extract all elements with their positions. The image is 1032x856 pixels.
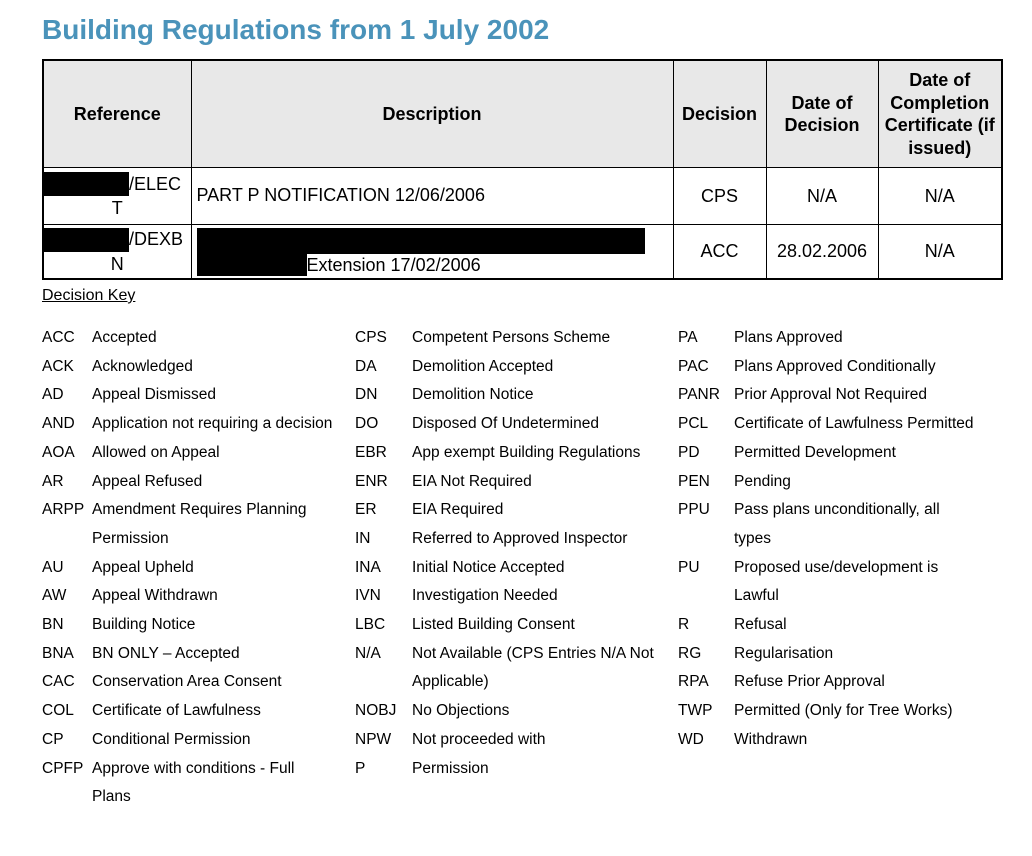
decision-key-label-line: Plans [92, 788, 131, 806]
decision-key-entry [42, 582, 355, 611]
decision-key-label [412, 410, 599, 439]
decision-key-heading: Decision Key [42, 287, 136, 304]
decision-key-entry [678, 554, 1018, 611]
decision-key-entry [678, 697, 1018, 726]
decision-key-label [412, 381, 533, 410]
redaction-box [44, 228, 129, 252]
decision-key-code: AU [42, 558, 64, 576]
decision-key-code: AR [42, 472, 64, 490]
decision-key-label [92, 468, 202, 497]
decision-key-entry [678, 668, 1018, 697]
decision-key-label [92, 353, 193, 382]
decision-key-label [412, 439, 640, 468]
decision-key-label-line: Proposed use/development is [734, 558, 939, 576]
decision-key-label [92, 410, 332, 439]
decision-key-label [734, 640, 833, 669]
decision-key-code: ACC [42, 329, 75, 346]
decision-key-label [412, 525, 627, 554]
decision-key-label-line: Demolition Notice [412, 386, 534, 404]
decision-key-label-line: Approve with conditions - Full [92, 759, 295, 777]
decision-key-label [92, 582, 218, 611]
description-line-2 [197, 254, 671, 276]
decision-key-entry [678, 640, 1018, 669]
decision-key-code: RG [678, 644, 702, 662]
decision-key-entry [678, 324, 1018, 353]
decision-key-label [412, 468, 532, 497]
decision-key-label [92, 496, 307, 553]
decision-key-entry [42, 496, 355, 553]
decision-key-entry [42, 755, 355, 812]
decision-key-columns [42, 324, 1032, 812]
decision-key-label [412, 582, 558, 611]
decision-key-label [92, 697, 261, 726]
decision-key-code: WD [678, 730, 704, 748]
decision-key-label [412, 554, 565, 583]
decision-key-label-line: Regularisation [734, 644, 834, 662]
decision-key-entry [355, 640, 678, 697]
description-cell [191, 168, 673, 225]
decision-key-label-line: Not proceeded with [412, 730, 546, 748]
decision-key-code: EBR [355, 443, 387, 461]
decision-key-code: COL [42, 702, 74, 720]
decision-key-label-line: Refusal [734, 616, 787, 634]
decision-key-label-line: Acknowledged [92, 357, 193, 375]
decision-key-entry [355, 410, 678, 439]
decision-key-code: CAC [42, 673, 75, 691]
decision-key-label-line: App exempt Building Regulations [412, 443, 641, 461]
decision-key-label-line: Allowed on Appeal [92, 443, 220, 461]
decision-key-entry [355, 611, 678, 640]
decision-key-entry [355, 525, 678, 554]
decision-key-label [734, 410, 974, 439]
decision-key-label-line: Not Available (CPS Entries N/A Not [412, 644, 654, 662]
decision-key-label [734, 381, 927, 410]
decision-key-label-line: Permitted (Only for Tree Works) [734, 702, 953, 720]
decision-key-label-line: Competent Persons Scheme [412, 329, 611, 346]
decision-key-code: BNA [42, 644, 74, 662]
decision-key-label [734, 496, 940, 553]
reference-line-2: T [111, 198, 123, 218]
decision-key-label-line: Permission [412, 759, 489, 777]
table-row [43, 168, 1002, 225]
decision-key-code: N/A [355, 644, 381, 662]
decision-key-label-line: EIA Required [412, 501, 504, 519]
decision-key-code: PD [678, 443, 700, 461]
decision-key-label-line: Certificate of Lawfulness [92, 702, 261, 720]
decision-key-label [734, 554, 938, 611]
decision-key-code: IVN [355, 587, 381, 605]
decision-key-label-line: Listed Building Consent [412, 616, 575, 634]
decision-key-label-line: Disposed Of Undetermined [412, 415, 599, 433]
decision-key-code: ARPP [42, 501, 85, 519]
decision-key-entry [355, 353, 678, 382]
decision-key-label [92, 726, 251, 755]
page-title: Building Regulations from 1 July 2002 [42, 14, 550, 45]
decision-key-code: CP [42, 730, 64, 748]
decision-key-entry [678, 468, 1018, 497]
decision-key-code: PCL [678, 415, 709, 433]
decision-key-label-line: Permitted Development [734, 443, 896, 461]
decision-key-label [412, 496, 503, 525]
decision-key-label-line: Appeal Refused [92, 472, 203, 490]
decision-key-label [734, 726, 807, 755]
decision-key-label [734, 353, 936, 382]
decision-key-code: DO [355, 415, 379, 433]
reference-suffix: /ELEC [129, 173, 182, 194]
decision-key-label-line: Plans Approved Conditionally [734, 357, 936, 375]
date-of-decision-cell: 28.02.2006 [766, 225, 878, 280]
decision-key-code: LBC [355, 616, 386, 634]
reference-cell [43, 168, 191, 225]
decision-key-code: CPFP [42, 759, 84, 777]
decision-key-entry [42, 554, 355, 583]
decision-key-label-line: Appeal Dismissed [92, 386, 217, 404]
reference-line-2: N [110, 253, 124, 274]
decision-cell: ACC [673, 225, 766, 280]
decision-key-column [42, 324, 355, 812]
decision-key-label-line: Pass plans unconditionally, all [734, 501, 940, 519]
decision-key-label [92, 611, 195, 640]
decision-key-label-line: Investigation Needed [412, 587, 558, 605]
decision-key-entry [678, 381, 1018, 410]
decision-key-entry [678, 726, 1018, 755]
decision-key-label-line: Prior Approval Not Required [734, 386, 927, 404]
decision-key-code: PAC [678, 357, 709, 375]
decision-key-code: RPA [678, 673, 709, 691]
decision-key-entry [42, 353, 355, 382]
decision-key-entry [355, 468, 678, 497]
decision-key-entry [42, 439, 355, 468]
decision-key-code: AOA [42, 443, 75, 461]
decision-key-code: PPU [678, 501, 710, 519]
decision-key-code: TWP [678, 702, 713, 720]
description-text: Extension 17/02/2006 [306, 255, 481, 275]
decision-key-label-line: Appeal Withdrawn [92, 587, 218, 605]
redaction-box [197, 254, 307, 276]
decision-key-label-line: Conditional Permission [92, 730, 251, 748]
decision-key-label [412, 324, 610, 353]
decision-key-label-line: Appeal Upheld [92, 558, 194, 576]
decision-key-entry [42, 611, 355, 640]
header-date-of-decision: Date of Decision [766, 60, 878, 168]
decision-key-label [734, 468, 791, 497]
decision-key-label-line: Refuse Prior Approval [734, 673, 885, 691]
decision-key-label [92, 324, 157, 353]
decision-key-code: AND [42, 415, 75, 433]
decision-key-code: ER [355, 501, 377, 519]
decision-key-label-line: Certificate of Lawfulness Permitted [734, 415, 974, 433]
description-text: PART P NOTIFICATION 12/06/2006 [196, 185, 485, 206]
decision-key-code: CPS [355, 329, 387, 346]
decision-key-entry [678, 439, 1018, 468]
decision-key-label-line: Conservation Area Consent [92, 673, 282, 691]
decision-key-label [92, 668, 282, 697]
decision-key-label [412, 640, 654, 697]
decision-key-label [734, 324, 843, 353]
date-of-decision-cell: N/A [766, 168, 878, 225]
decision-key-column [355, 324, 678, 812]
decision-key-label-line: No Objections [412, 702, 510, 720]
decision-key-entry [42, 726, 355, 755]
decision-key-code: DN [355, 386, 378, 404]
reference-cell [43, 225, 191, 280]
decision-key-code: PU [678, 558, 700, 576]
decision-key-code: R [678, 616, 690, 634]
decision-key-code: INA [355, 558, 381, 576]
header-decision: Decision [673, 60, 766, 168]
redaction-box [197, 228, 645, 254]
decision-key-entry [42, 410, 355, 439]
decision-key-label [734, 668, 885, 697]
decision-key-entry [678, 611, 1018, 640]
decision-key-entry [355, 439, 678, 468]
decision-key-entry [42, 381, 355, 410]
decision-key-label [412, 353, 553, 382]
decision-key-label-line: types [734, 529, 772, 547]
decision-key-column [678, 324, 1018, 812]
header-date-of-completion-certificate: Date of Completion Certificate (if issued) [878, 60, 1002, 168]
table-row [43, 225, 1002, 280]
building-regulations-table [42, 59, 1003, 280]
decision-key-code: PEN [678, 472, 710, 490]
decision-key-entry [355, 554, 678, 583]
decision-key-entry [42, 697, 355, 726]
reference-line-1 [44, 228, 191, 252]
description-cell [191, 225, 673, 280]
decision-key-code: AD [42, 386, 64, 404]
decision-key-code: ACK [42, 357, 74, 375]
decision-key-entry [355, 381, 678, 410]
decision-key-entry [678, 496, 1018, 553]
decision-key-code: PA [678, 329, 698, 346]
decision-key-code: BN [42, 616, 64, 634]
decision-key-label [734, 697, 952, 726]
redaction-box [44, 172, 129, 196]
decision-key-label-line: Building Notice [92, 616, 196, 634]
decision-key-label-line: Plans Approved [734, 329, 843, 346]
decision-key-code: P [355, 759, 366, 777]
decision-key-label [412, 697, 509, 726]
date-of-completion-cell: N/A [878, 225, 1002, 280]
decision-key-label [92, 554, 194, 583]
decision-key-label [412, 611, 575, 640]
decision-key-label-line: Pending [734, 472, 791, 490]
decision-key-label-line: Amendment Requires Planning [92, 501, 307, 519]
decision-key-label-line: Accepted [92, 329, 157, 346]
decision-key-code: PANR [678, 386, 720, 404]
decision-key-label-line: EIA Not Required [412, 472, 532, 490]
decision-key-entry [42, 324, 355, 353]
decision-key-entry [42, 640, 355, 669]
decision-key-code: IN [355, 529, 371, 547]
decision-key-label-line: Referred to Approved Inspector [412, 529, 628, 547]
decision-key-label-line: Lawful [734, 587, 779, 605]
decision-key-label [92, 640, 240, 669]
decision-key-entry [42, 668, 355, 697]
decision-key-entry [355, 726, 678, 755]
decision-key-entry [355, 324, 678, 353]
decision-key-code: DA [355, 357, 377, 375]
decision-key-entry [355, 755, 678, 784]
decision-key-entry [678, 410, 1018, 439]
decision-key-entry [42, 468, 355, 497]
decision-key-label [92, 381, 216, 410]
decision-key-entry [355, 697, 678, 726]
table-header-row [43, 60, 1002, 168]
decision-key-label [412, 726, 546, 755]
decision-key-entry [678, 353, 1018, 382]
decision-key-label [734, 611, 787, 640]
decision-key-label-line: Withdrawn [734, 730, 808, 748]
decision-key-label-line: Demolition Accepted [412, 357, 554, 375]
decision-key-label-line: BN ONLY – Accepted [92, 644, 240, 662]
decision-key-code: NPW [355, 730, 392, 748]
date-of-completion-cell: N/A [878, 168, 1002, 225]
document-page [0, 14, 1032, 856]
decision-key-entry [355, 496, 678, 525]
decision-key-code: NOBJ [355, 702, 397, 720]
decision-key-label [734, 439, 896, 468]
header-reference: Reference [43, 60, 191, 168]
decision-key-label [412, 755, 489, 784]
decision-key-entry [355, 582, 678, 611]
header-description: Description [191, 60, 673, 168]
decision-key-label-line: Initial Notice Accepted [412, 558, 565, 576]
decision-key-label [92, 755, 294, 812]
decision-key-label-line: Applicable) [412, 673, 489, 691]
decision-key-section [42, 287, 1032, 812]
decision-cell: CPS [673, 168, 766, 225]
reference-suffix: /DEXB [129, 229, 184, 249]
decision-key-code: ENR [355, 472, 388, 490]
decision-key-label [92, 439, 220, 468]
decision-key-code: AW [42, 587, 67, 605]
decision-key-label-line: Permission [92, 529, 169, 547]
reference-line-1 [44, 172, 191, 196]
decision-key-label-line: Application not requiring a decision [92, 415, 333, 433]
